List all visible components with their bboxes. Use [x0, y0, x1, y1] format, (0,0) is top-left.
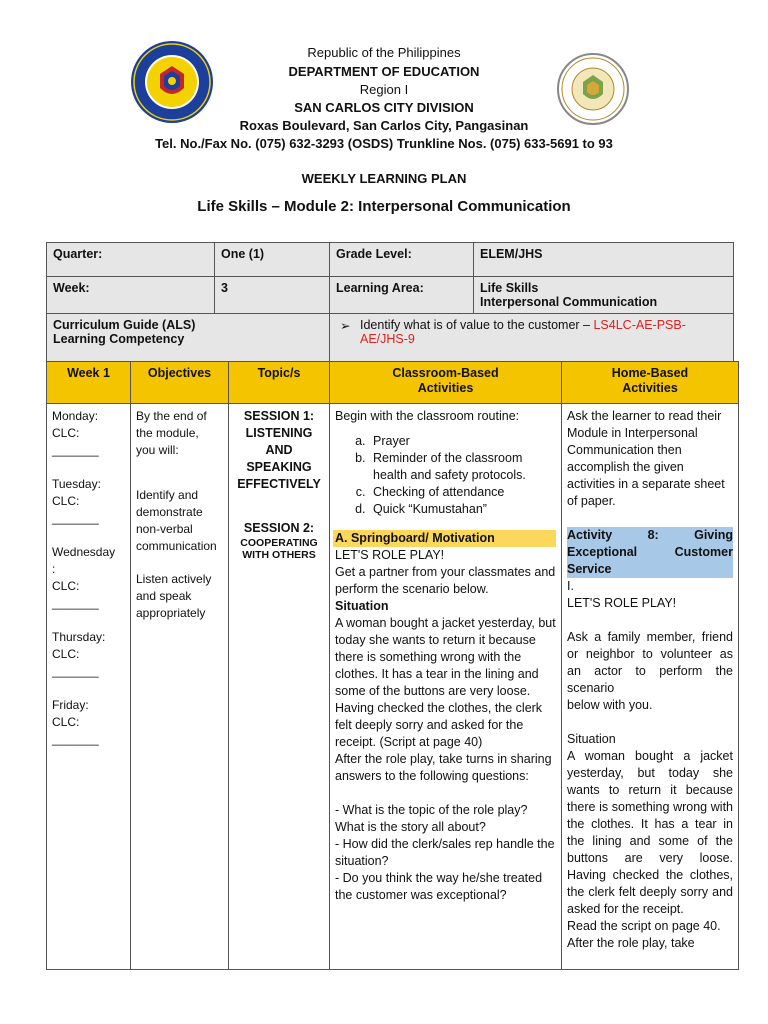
col-header-home: Home-Based Activities [562, 362, 739, 404]
quarter-label: Quarter: [47, 243, 215, 277]
learning-competency: ➢ Identify what is of value to the customer – LS4LC-AE-PSB- AE/JHS-9 [330, 314, 734, 362]
objectives-cell: By the end of the module, you will: Identify and demonstrate non-verbal communication Listen actively and speak appropriately [131, 404, 229, 970]
curriculum-guide-label: Curriculum Guide (ALS) Learning Competency [47, 314, 330, 362]
week-label: Week: [47, 277, 215, 314]
header-address: Roxas Boulevard, San Carlos City, Pangasinan [239, 118, 529, 133]
plan-title: WEEKLY LEARNING PLAN [301, 171, 467, 186]
area-label: Learning Area: [330, 277, 474, 314]
col-header-week: Week 1 [47, 362, 131, 404]
arrow-bullet-icon: ➢ [340, 319, 351, 333]
col-header-classroom: Classroom-Based Activities [330, 362, 562, 404]
header-republic: Republic of the Philippines [307, 45, 461, 60]
activity-heading: Activity 8: Giving Exceptional Customer Service [567, 528, 733, 576]
header-region: Region I [359, 82, 409, 97]
grade-label: Grade Level: [330, 243, 474, 277]
grade-value: ELEM/JHS [474, 243, 734, 277]
home-activities-cell: Ask the learner to read their Module in Interpersonal Communication then accomplish the given activities in a separate sheet of paper. Activity 8: Giving Exceptional Customer Service I. LET'S ROLE PLAY! Ask a family member, friend or neighbor to volunteer as an actor to perform the scenario below with you. Situation A woman bought a jacket yesterday, but today she wants to return it because there is something wrong with the clothes. It has a tear in the lining and some of the buttons are very loose. Having checked the clothes, the clerk felt deeply sorry and asked for the receipt. Read the script on page 40. After the role play, take [562, 404, 739, 970]
header-division: SAN CARLOS CITY DIVISION [294, 100, 474, 115]
col-header-topics: Topic/s [229, 362, 330, 404]
springboard-heading: A. Springboard/ Motivation [333, 530, 556, 547]
area-value: Life Skills Interpersonal Communication [474, 277, 734, 314]
week-value: 3 [215, 277, 330, 314]
week-schedule-cell: Monday: CLC: _______ Tuesday: CLC: _______ Wednesday : CLC: _______ Thursday: CLC: _______ Friday: CLC: _______ [47, 404, 131, 970]
quarter-value: One (1) [215, 243, 330, 277]
topics-cell: SESSION 1: LISTENING AND SPEAKING EFFECTIVELY SESSION 2: COOPERATING WITH OTHERS [229, 404, 330, 970]
header-department: DEPARTMENT OF EDUCATION [288, 64, 480, 79]
weekly-plan-table [46, 361, 739, 970]
module-title: Life Skills – Module 2: Interpersonal Communication [197, 198, 571, 215]
header-telephone: Tel. No./Fax No. (075) 632-3293 (OSDS) Trunkline Nos. (075) 633-5691 to 93 [155, 136, 613, 151]
col-header-objectives: Objectives [131, 362, 229, 404]
info-table [46, 242, 734, 362]
classroom-activities-cell: Begin with the classroom routine: a. Prayer b. Reminder of the classroom health and safety protocols. c. Checking of attendance d. Quick “Kumustahan” A. Springboard/ Motivation LET'S ROLE PLAY! Get a partner from your classmates and perform the scenario below. Situation A woman bought a jacket yesterday, but today she wants to return it because there is something wrong with the clothes. It has a tear in the lining and some of the buttons are very loose. Having checked the clothes, the clerk felt deeply sorry and asked for the receipt. (Script at page 40) After the role play, take turns in sharing answers to the following questions: - What is the topic of the role play? What is the story all about? - How did the clerk/sales rep handle the situation? - Do you think the way he/she treated the customer was exceptional? [330, 404, 562, 970]
routine-list: a. Prayer b. Reminder of the classroom health and safety protocols. c. Checking of attendance d. Quick “Kumustahan” [335, 433, 556, 518]
